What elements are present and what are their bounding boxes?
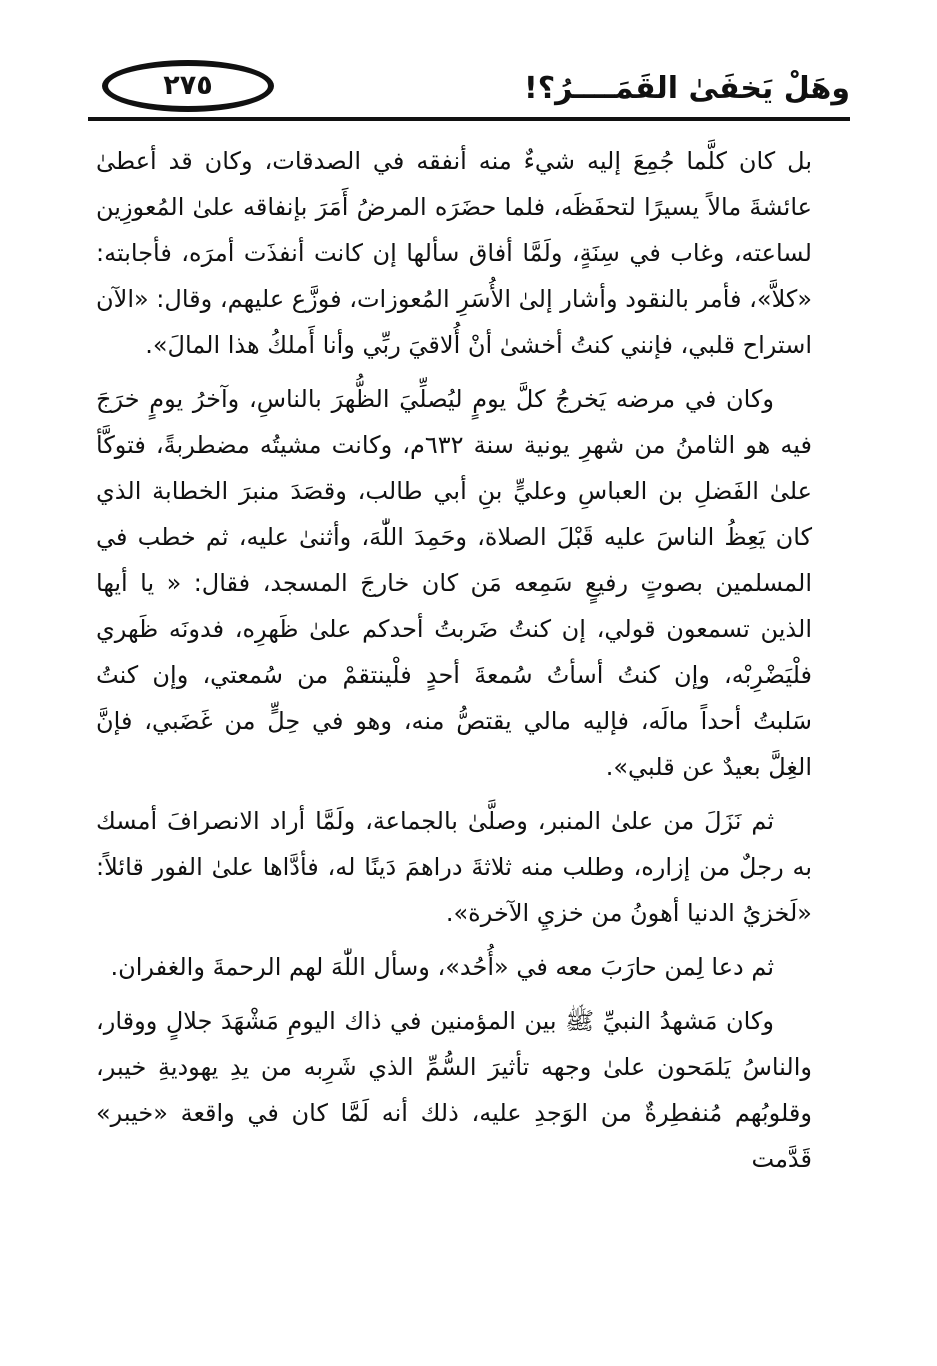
- body-text: [96, 138, 812, 1190]
- paragraph-5: وكان مَشهدُ النبيِّ ﷺ بين المؤمنين في ذاك اليومِ مَشْهَدَ جلالٍ ووقار، والناسُ يَلمَحون علىٰ وجهه تأثيرَ السُّمِّ الذي شَرِبه من يدِ يهوديةِ خيبر، وقلوبُهم مُنفطِرةٌ من الوَجدِ عليه، ذلك أنه لَمَّا كان في واقعة «خيبر» قَدَّمت: [96, 1007, 812, 1173]
- paragraph-2: وكان في مرضه يَخرجُ كلَّ يومٍ ليُصلِّيَ الظُّهرَ بالناسِ، وآخرُ يومٍ خرَجَ فيه هو الثامنُ من شهرِ يونية سنة ٦٣٢م، وكانت مشيتُه مضطربةً، فتوكَّأ علىٰ الفَضلِ بن العباسِ وعليٍّ بنِ أبي طالب، وقصَدَ منبرَ الخطابة الذي كان يَعِظُ الناسَ عليه قَبْلَ الصلاة، وحَمِدَ اللّٰهَ، وأثنىٰ عليه، ثم خطب في المسلمين بصوتٍ رفيعٍ سَمِعه مَن كان خارجَ المسجد، فقال: « يا أيها الذين تسمعون قولي، إن كنتُ ضَربتُ أحدكم علىٰ ظَهرِه، فدونَه ظَهري فلْيَضْرِبْه، وإن كنتُ أسأتُ سُمعةَ أحدٍ فلْينتقمْ من سُمعتي، وإن كنتُ سَلبتُ أحداً مالَه، فإليه مالي يقتصُّ منه، وهو في حِلٍّ من غَضَبي، فإنَّ الغِلَّ بعيدٌ عن قلبي».: [96, 385, 812, 781]
- page-number: ٢٧٥: [102, 60, 274, 112]
- running-title: وهَلْ يَخفَىٰ القَمَــــرُ؟!: [524, 71, 850, 106]
- header-rule: [88, 117, 850, 121]
- paragraph-4: ثم دعا لِمن حارَبَ معه في «أُحُد»، وسأل اللّٰهَ لهم الرحمةَ والغفران.: [110, 953, 774, 981]
- page-header: [88, 60, 850, 126]
- paragraph-1: بل كان كلَّما جُمِعَ إليه شيءٌ منه أنفقه في الصدقات، وكان قد أعطىٰ عائشةَ مالاً يسيرًا لتحفَظَه، فلما حضَرَه المرضُ أَمَرَ بإنفاقه علىٰ المُعوزِين لساعته، وغاب في سِنَةٍ، ولَمَّا أفاق سألها إن كانت أنفذَت أمرَه، فأجابته: «كلاَّ»، فأمر بالنقود وأشار إلىٰ الأُسَرِ المُعوزات، فوزَّع عليهم، وقال: «الآن استراح قلبي، فإنني كنتُ أخشىٰ أنْ أُلاقيَ ربِّي وأنا أَملكُ هذا المالَ».: [96, 147, 812, 359]
- paragraph-3: ثم نَزَلَ من علىٰ المنبر، وصلَّىٰ بالجماعة، ولَمَّا أراد الانصرافَ أمسك به رجلٌ من إزاره، وطلب منه ثلاثةَ دراهمَ دَينًا له، فأدَّاها علىٰ الفور قائلاً: «لَخزيُ الدنيا أهونُ من خزيِ الآخرة».: [96, 807, 812, 927]
